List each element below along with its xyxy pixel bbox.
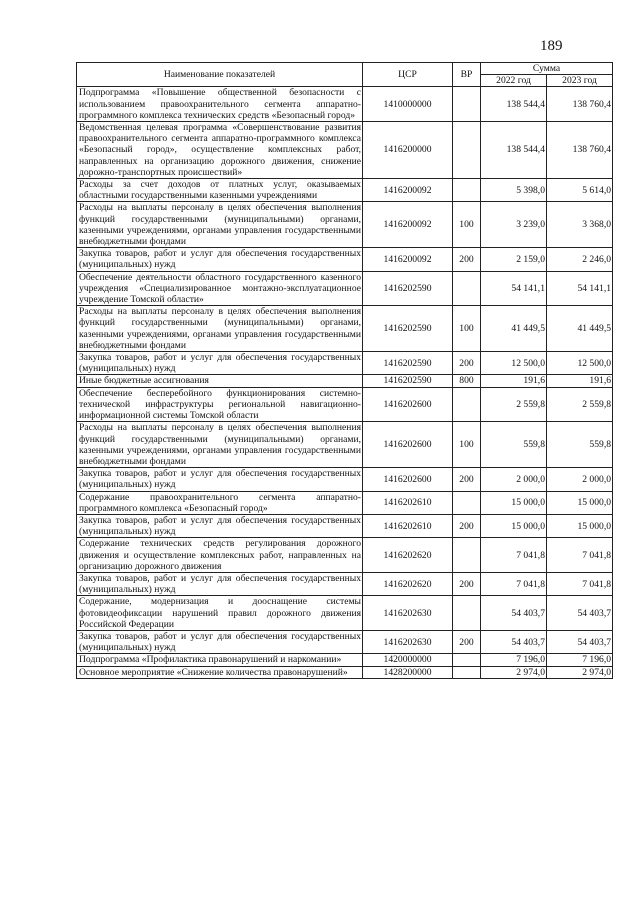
row-name: Закупка товаров, работ и услуг для обеспечения государственных (муниципальных) нужд bbox=[77, 352, 363, 375]
row-name: Содержание правоохранительного сегмента аппаратно-программного комплекса «Безопасный город» bbox=[77, 491, 363, 514]
row-amount-2022: 2 559,8 bbox=[481, 387, 547, 422]
row-csr: 1416202600 bbox=[363, 387, 453, 422]
row-vr bbox=[453, 271, 481, 306]
row-amount-2022: 5 398,0 bbox=[481, 179, 547, 202]
row-csr: 1416202610 bbox=[363, 491, 453, 514]
row-name: Подпрограмма «Повышение общественной безопасности с использованием правоохранительного сегмента аппаратно-программного комплекса технических средств «Безопасный город» bbox=[77, 87, 363, 122]
table-row bbox=[77, 491, 613, 514]
header-name: Наименование показателей bbox=[77, 63, 363, 87]
row-name: Закупка товаров, работ и услуг для обеспечения государственных (муниципальных) нужд bbox=[77, 630, 363, 653]
row-name: Закупка товаров, работ и услуг для обеспечения государственных (муниципальных) нужд bbox=[77, 514, 363, 537]
row-amount-2022: 7 041,8 bbox=[481, 538, 547, 573]
row-csr: 1416202590 bbox=[363, 271, 453, 306]
row-amount-2022: 3 239,0 bbox=[481, 202, 547, 248]
row-csr: 1416202590 bbox=[363, 375, 453, 387]
table-row bbox=[77, 87, 613, 122]
row-amount-2022: 138 544,4 bbox=[481, 87, 547, 122]
table-row bbox=[77, 422, 613, 468]
row-name: Обеспечение бесперебойного функционирования системно-технической инфраструктуры региональной навигационно-информационной системы Томской области bbox=[77, 387, 363, 422]
budget-table bbox=[76, 62, 613, 679]
table-row bbox=[77, 468, 613, 491]
row-name: Закупка товаров, работ и услуг для обеспечения государственных (муниципальных) нужд bbox=[77, 572, 363, 595]
row-csr: 1416200092 bbox=[363, 179, 453, 202]
row-amount-2023: 2 000,0 bbox=[547, 468, 613, 491]
row-name: Ведомственная целевая программа «Совершенствование развития правоохранительного сегмента аппаратно-программного комплекса «Безопасный город», осуществление комплексных работ, направленных на организацию дорожного движения, снижение дорожно-транспортных происшествий» bbox=[77, 122, 363, 179]
row-name: Содержание технических средств регулирования дорожного движения и осуществление комплексных работ, направленных на организацию дорожного движения bbox=[77, 538, 363, 573]
row-vr: 200 bbox=[453, 468, 481, 491]
table-row bbox=[77, 654, 613, 666]
row-vr bbox=[453, 387, 481, 422]
table-row bbox=[77, 306, 613, 352]
row-vr bbox=[453, 179, 481, 202]
table-row bbox=[77, 179, 613, 202]
table-row bbox=[77, 387, 613, 422]
row-csr: 1416202590 bbox=[363, 352, 453, 375]
row-csr: 1416202620 bbox=[363, 538, 453, 573]
row-vr: 100 bbox=[453, 202, 481, 248]
row-amount-2023: 15 000,0 bbox=[547, 514, 613, 537]
table-row bbox=[77, 514, 613, 537]
row-name: Закупка товаров, работ и услуг для обеспечения государственных (муниципальных) нужд bbox=[77, 248, 363, 271]
row-csr: 1416202590 bbox=[363, 306, 453, 352]
row-csr: 1416200092 bbox=[363, 248, 453, 271]
row-amount-2023: 7 041,8 bbox=[547, 572, 613, 595]
row-vr bbox=[453, 596, 481, 631]
row-name: Иные бюджетные ассигнования bbox=[77, 375, 363, 387]
row-amount-2022: 7 196,0 bbox=[481, 654, 547, 666]
row-vr bbox=[453, 122, 481, 179]
row-amount-2023: 41 449,5 bbox=[547, 306, 613, 352]
row-csr: 1416202630 bbox=[363, 596, 453, 631]
row-csr: 1410000000 bbox=[363, 87, 453, 122]
row-amount-2023: 54 141,1 bbox=[547, 271, 613, 306]
row-amount-2022: 2 000,0 bbox=[481, 468, 547, 491]
row-vr: 100 bbox=[453, 306, 481, 352]
row-name: Содержание, модернизация и дооснащение системы фотовидеофиксации нарушений правил дорожного движения Российской Федерации bbox=[77, 596, 363, 631]
row-amount-2023: 559,8 bbox=[547, 422, 613, 468]
row-vr: 800 bbox=[453, 375, 481, 387]
row-name: Расходы на выплаты персоналу в целях обеспечения выполнения функций государственными (муниципальными) органами, казенными учреждениями, органами управления государственными внебюджетными фондами bbox=[77, 306, 363, 352]
row-amount-2023: 54 403,7 bbox=[547, 630, 613, 653]
row-amount-2022: 2 974,0 bbox=[481, 666, 547, 678]
row-amount-2022: 7 041,8 bbox=[481, 572, 547, 595]
row-name: Закупка товаров, работ и услуг для обеспечения государственных (муниципальных) нужд bbox=[77, 468, 363, 491]
row-csr: 1416202620 bbox=[363, 572, 453, 595]
row-amount-2023: 191,6 bbox=[547, 375, 613, 387]
table-row bbox=[77, 271, 613, 306]
row-amount-2023: 2 559,8 bbox=[547, 387, 613, 422]
row-amount-2022: 54 403,7 bbox=[481, 630, 547, 653]
row-amount-2023: 3 368,0 bbox=[547, 202, 613, 248]
table-row bbox=[77, 202, 613, 248]
row-name: Подпрограмма «Профилактика правонарушений и наркомании» bbox=[77, 654, 363, 666]
table-row bbox=[77, 122, 613, 179]
header-year-2022: 2022 год bbox=[481, 75, 547, 87]
row-amount-2022: 54 403,7 bbox=[481, 596, 547, 631]
page-number: 189 bbox=[540, 38, 563, 54]
table-row bbox=[77, 375, 613, 387]
row-amount-2023: 54 403,7 bbox=[547, 596, 613, 631]
table-row bbox=[77, 352, 613, 375]
row-csr: 1416202610 bbox=[363, 514, 453, 537]
table-body bbox=[77, 87, 613, 678]
row-amount-2023: 2 246,0 bbox=[547, 248, 613, 271]
row-amount-2023: 7 041,8 bbox=[547, 538, 613, 573]
row-csr: 1416200000 bbox=[363, 122, 453, 179]
row-amount-2022: 559,8 bbox=[481, 422, 547, 468]
row-name: Расходы на выплаты персоналу в целях обеспечения выполнения функций государственными (муниципальными) органами, казенными учреждениями, органами управления государственными внебюджетными фондами bbox=[77, 202, 363, 248]
header-year-2023: 2023 год bbox=[547, 75, 613, 87]
row-csr: 1416200092 bbox=[363, 202, 453, 248]
table-row bbox=[77, 538, 613, 573]
row-amount-2022: 15 000,0 bbox=[481, 491, 547, 514]
row-name: Расходы за счет доходов от платных услуг, оказываемых областными государственными казенными учреждениями bbox=[77, 179, 363, 202]
row-csr: 1428200000 bbox=[363, 666, 453, 678]
row-amount-2023: 15 000,0 bbox=[547, 491, 613, 514]
table-row bbox=[77, 666, 613, 678]
table-row bbox=[77, 596, 613, 631]
row-amount-2023: 138 760,4 bbox=[547, 87, 613, 122]
row-vr bbox=[453, 87, 481, 122]
row-amount-2023: 138 760,4 bbox=[547, 122, 613, 179]
row-csr: 1420000000 bbox=[363, 654, 453, 666]
row-amount-2022: 41 449,5 bbox=[481, 306, 547, 352]
row-amount-2022: 191,6 bbox=[481, 375, 547, 387]
row-csr: 1416202630 bbox=[363, 630, 453, 653]
table-row bbox=[77, 248, 613, 271]
row-vr: 200 bbox=[453, 630, 481, 653]
row-amount-2023: 7 196,0 bbox=[547, 654, 613, 666]
row-name: Основное мероприятие «Снижение количества правонарушений» bbox=[77, 666, 363, 678]
header-vr: ВР bbox=[453, 63, 481, 87]
row-vr bbox=[453, 654, 481, 666]
row-csr: 1416202600 bbox=[363, 422, 453, 468]
header-csr: ЦСР bbox=[363, 63, 453, 87]
row-vr: 200 bbox=[453, 352, 481, 375]
row-vr bbox=[453, 666, 481, 678]
table-header-row bbox=[77, 63, 613, 75]
row-name: Обеспечение деятельности областного государственного казенного учреждения «Специализированное монтажно-эксплуатационное учреждение Томской области» bbox=[77, 271, 363, 306]
row-amount-2022: 12 500,0 bbox=[481, 352, 547, 375]
row-vr: 200 bbox=[453, 514, 481, 537]
row-csr: 1416202600 bbox=[363, 468, 453, 491]
row-vr bbox=[453, 538, 481, 573]
row-vr bbox=[453, 491, 481, 514]
row-amount-2022: 138 544,4 bbox=[481, 122, 547, 179]
row-amount-2022: 54 141,1 bbox=[481, 271, 547, 306]
header-sum: Сумма bbox=[481, 63, 613, 75]
row-name: Расходы на выплаты персоналу в целях обеспечения выполнения функций государственными (муниципальными) органами, казенными учреждениями, органами управления государственными внебюджетными фондами bbox=[77, 422, 363, 468]
row-amount-2022: 2 159,0 bbox=[481, 248, 547, 271]
table-row bbox=[77, 630, 613, 653]
row-vr: 200 bbox=[453, 248, 481, 271]
row-amount-2023: 5 614,0 bbox=[547, 179, 613, 202]
row-amount-2023: 2 974,0 bbox=[547, 666, 613, 678]
table-row bbox=[77, 572, 613, 595]
row-amount-2022: 15 000,0 bbox=[481, 514, 547, 537]
row-vr: 200 bbox=[453, 572, 481, 595]
row-amount-2023: 12 500,0 bbox=[547, 352, 613, 375]
row-vr: 100 bbox=[453, 422, 481, 468]
